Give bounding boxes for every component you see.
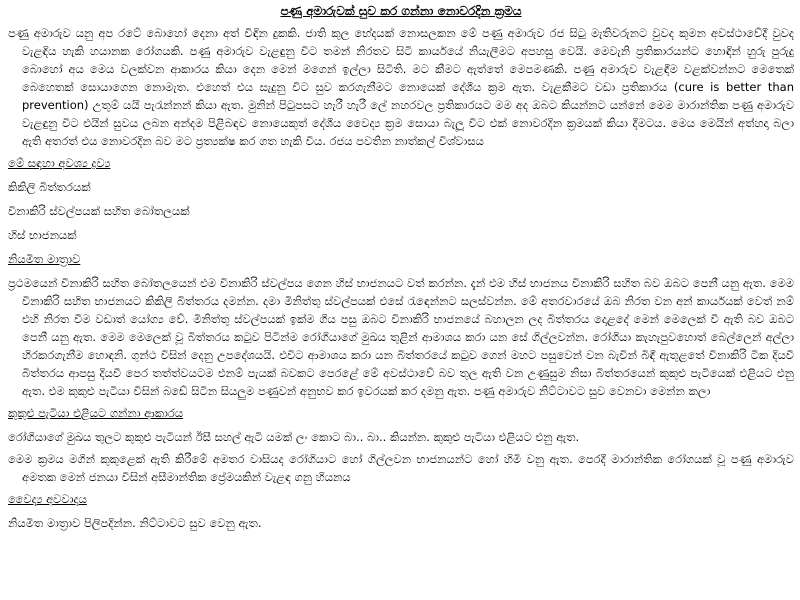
ingredients-heading: මේ සඳහා අවශ්‍ය ද්‍රව්‍ය <box>8 156 111 170</box>
doctor-advice-text: නියමිත මාත්‍රාව පිලිපදින්න. නිට්ටාවට සුව වෙනු ඇත. <box>8 516 262 530</box>
ingredient-item-vinegar-bottle: විනාකිරි ස්වල්පයක් සහිත බෝතලයක් <box>8 204 190 218</box>
method-heading: නියමිත මාත්‍රාව <box>8 252 81 266</box>
chick-exit-paragraph-1: රෝගියාගේ මුඛය තුලට කුකුළු පැටියන් ඊසී සහල් ඇටි යමක් ලං කොට බා.. බා.. කියන්න. කුකුළු පැටියා එළියට එනු ඇත. <box>8 430 580 444</box>
intro-paragraph: පණු අමාරුව යනු අප රටේ බොහෝ දෙනා අත් විඳින දුකකි. ජාති කුල භේදයක් නොසලකන මේ පණු අමාරුව රජ සිටු මැතිවරුනට වුවද කුමන අවස්ථාවේදී වුවද වැළඳිය හැකි හයානක රෝගයකි. පණු අමාරුව වැළඳුනු විට තමන් නිරතව සිටි කාර්යයේ නියැලීමට අපහසු වෙයි. මෙවැනි ප්‍රතිකාරයන්ට හොඳින් හුරු පුරුදු බොහෝ අය මෙය වලක්වන ආකාරය කියා දෙන මෙන් මගෙන් ඉල්ලා සිටිති. මට කීමට ඇත්තේ මෙපමණකි. පණු අමාරුව වැළඳීම වළක්වන්නට මෙතෙක් බෙහෙතක් සොයාගෙන නොමැත. එහෙත් එය සැදුනු විට සුව කරගැනීමට නොයෙක් දේශීය ක්‍රම ඇත. වැළකීමට වඩා ප්‍රතිකාරය (cure is better than prevention) උතුම් යයි පැරැන්නන් කියා ඇත. මුනින් පිටුපසට හැරී හැරී ලේ නහරවල ප්‍රතිකාරයට මම අද ඔබට කියන්නට යන්නේ මෙම මාරාන්තික පණු අමාරුව වැළඳුනු විට එයින් සුවය ලබන අන්දම පිළිබඳව නොයෙකුත් දේශීය වෛද්‍ය ක්‍රම සොයා බැලූ විට එක් නොවරදින ක්‍රමයක් කියා දීමටය. මෙය මෙයින් අත්හදා බලා ඇති අතරත් එය නොවරදින බව මට ප්‍රත්‍යක්ෂ කර ගත හැකි විය. රජය පවතින නාත්කල් විශ්වාසය <box>8 26 794 148</box>
doctor-advice-heading: වෛද්‍ය අවවාදය <box>8 492 87 506</box>
page-title: පණු අමාරුවක් සුව කර ගන්නා නොවරදින ක්‍රමය <box>280 4 522 18</box>
chick-exit-heading: කුකුළු පැටියා එළියට ගන්නා ආකාරය <box>8 406 184 420</box>
method-paragraph: ප්‍රථමයෙන් විනාකිරි සහිත බෝතලයෙන් එම විනාකිරි ස්වල්පය ගෙන හිස් භාජනයට වත් කරන්න. දැන් එම හිස් භාජනය විනාකිරි සහිත බව ඔබට පෙනී යනු ඇත. මෙම විනාකිරි සහිත භාජනයට කිකිලි බිත්තරය දමන්න. දමා මිනිත්තු ස්වල්පයක් එසේ රැඳෙන්නට සලස්වන්න. මේ අතරවාරයේ ඔබ නිරත වන අන් කාර්යයක් වෙත් නම් එහි නිරත වීම වඩාත් යෝග්‍ය වේ. මිනිත්තු ස්වල්පයක් ඉක්ම ගිය පසු ඔබට විනාකිරි භාජනයේ බහාලන ලද බිත්තරය දොළදේ මෙන් මෙලෙක් වී ඇති බව ඔබට පෙනී යනු ඇත. මෙම මෙලෙක් වූ බිත්තරය කටුව පිටින්ම රෝගියාගේ මුඛය තුළින් ආමාශය කරා යන සේ ගිල්ලවන්න. රෝගියා කැහැපුවහොත් බෙල්ලෙන් අල්ලා හිරකරගැනීම හොඳනි. ගුන්ථ විසින් දෙනු උපදේශයයි. එවිට ආමාශය කරා යන බිත්තරයේ කටුව ගෙන් මහට පසුවෙන් වන බැවින් බිඳී ඇතුළතේ විනාකිරි ටික දියවී බිත්තරය ආපසු දියවී පෙර තත්ත්වයටම එනම් පැයක් බවකට පෙරළේ මේ අවස්ථාවේ බව තුල ඇති වන උණුසුම නිසා බිත්තරයෙන් කුකුළු පැටියෙක් එළියට එනු ඇත. එම කුකුළු පැටියා විසින් බඩේ සිටින සියලුම පණුවන් අනුභව කර ඉවරයක් කර දමනු ඇත. පණු අමාරුව නිට්ටාවට සුව වෙනවා මෙන්න කලා <box>8 276 794 398</box>
chick-exit-paragraph-2: මෙම ක්‍රමය මගින් කුකුළෙක් ඇති කිරීමේ අමතර වාසියද රෝගියාට හෝ ගිල්ලවන භාජනයන්ට හෝ හිමි වනු ඇත. පෙරදී මාරාන්තික රෝගයක් වූ පණු අමාරුව අමතක මෙන් ජනයා විසින් අසීමාන්තික ප්‍රේමයකින් වැළඳ ගනු හියනය <box>8 452 794 484</box>
ingredient-item-empty-vessel: හිස් භාජනයක් <box>8 228 77 242</box>
ingredient-item-egg: කිකිලි බිත්තරයක් <box>8 180 91 194</box>
